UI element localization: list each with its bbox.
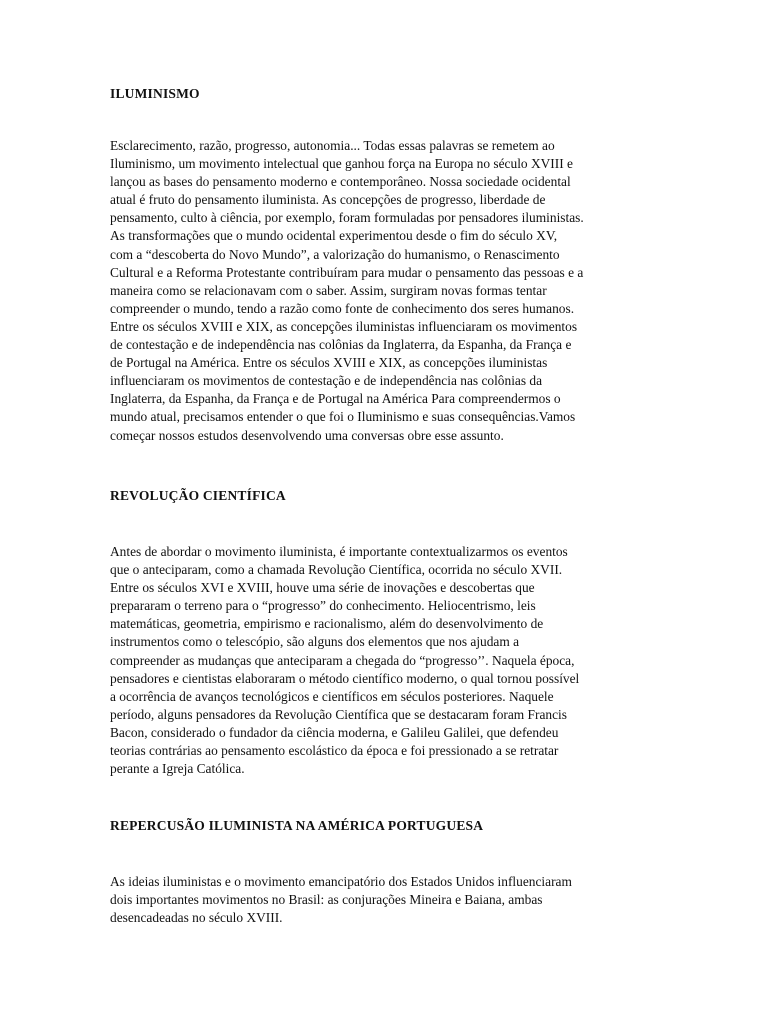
section-paragraph-repercussao-iluminista [110, 873, 670, 927]
text-line: a ocorrência de avanços tecnológicos e científicos em séculos posteriores. Naquele [110, 688, 554, 704]
text-line: prepararam o terreno para o “progresso” do conhecimento. Heliocentrismo, leis [110, 598, 536, 614]
text-line: Bacon, considerado o fundador da ciência moderna, e Galileu Galilei, que defendeu [110, 724, 559, 740]
text-line: mundo atual, precisamos entender o que foi o Iluminismo e suas consequências.Vamos [110, 409, 576, 425]
text-line: de contestação e de independência nas colônias da Inglaterra, da Espanha, da França e [110, 337, 572, 353]
text-line: período, alguns pensadores da Revolução Científica que se destacaram foram Francis [110, 706, 567, 722]
text-line: lançou as bases do pensamento moderno e contemporâneo. Nossa sociedade ocidental [110, 174, 571, 190]
text-line: Cultural e a Reforma Protestante contribuíram para mudar o pensamento das pessoas e a [110, 264, 584, 280]
text-line: Inglaterra, da Espanha, da França e de Portugal na América Para compreendermos o [110, 391, 561, 407]
text-line: Iluminismo, um movimento intelectual que ganhou força na Europa no século XVIII e [110, 156, 573, 172]
text-line: Antes de abordar o movimento iluminista, é importante contextualizarmos os eventos [110, 544, 568, 559]
text-line: As ideias iluministas e o movimento emancipatório dos Estados Unidos influenciaram [110, 874, 572, 889]
section-heading-iluminismo: ILUMINISMO [110, 86, 200, 101]
text-line: compreender o mundo, tendo a razão como fonte de conhecimento dos seres humanos. [110, 300, 575, 316]
text-line: que o anteciparam, como a chamada Revolução Científica, ocorrida no século XVII. [110, 562, 563, 578]
text-line: começar nossos estudos desenvolvendo uma conversas obre esse assunto. [110, 427, 504, 443]
section-heading-revolucao-cientifica: REVOLUÇÃO CIENTÍFICA [110, 488, 286, 503]
text-line: Entre os séculos XVI e XVIII, houve uma série de inovações e descobertas que [110, 580, 535, 596]
text-line: de Portugal na América. Entre os séculos XVIII e XIX, as concepções iluministas [110, 355, 548, 371]
text-line: maneira como se relacionavam com o saber. Assim, surgiram novas formas tentar [110, 282, 547, 298]
text-line: As transformações que o mundo ocidental experimentou desde o fim do século XV, [110, 228, 558, 244]
text-line: perante a Igreja Católica. [110, 761, 245, 777]
text-line: Esclarecimento, razão, progresso, autonomia... Todas essas palavras se remetem ao [110, 138, 555, 153]
text-line: influenciaram os movimentos de contestação e de independência nas colônias da [110, 373, 543, 389]
section-heading-repercussao-iluminista: REPERCUSÃO ILUMINISTA NA AMÉRICA PORTUGUESA [110, 818, 484, 833]
section-paragraph-iluminismo [110, 137, 670, 445]
text-line: pensamento, culto à ciência, por exemplo, foram formuladas por pensadores iluministas. [110, 210, 584, 226]
text-line: desencadeadas no século XVIII. [110, 910, 283, 926]
text-line: Entre os séculos XVIII e XIX, as concepções iluministas influenciaram os movimentos [110, 318, 578, 334]
text-line: atual é fruto do pensamento iluminista. As concepções de progresso, liberdade de [110, 192, 546, 208]
text-line: com a “descoberta do Novo Mundo”, a valorização do humanismo, o Renascimento [110, 246, 560, 262]
section-paragraph-revolucao-cientifica [110, 543, 670, 778]
text-line: dois importantes movimentos no Brasil: as conjurações Mineira e Baiana, ambas [110, 892, 543, 908]
text-line: instrumentos como o telescópio, são alguns dos elementos que nos ajudam a [110, 634, 520, 650]
text-line: matemáticas, geometria, empirismo e racionalismo, além do desenvolvimento de [110, 616, 544, 632]
text-line: pensadores e cientistas elaboraram o método científico moderno, o qual tornou possível [110, 670, 580, 686]
text-line: teorias contrárias ao pensamento escolástico da época e foi pressionado a se retratar [110, 743, 559, 759]
text-line: compreender as mudanças que anteciparam a chegada do “progresso’’. Naquela época, [110, 652, 575, 668]
